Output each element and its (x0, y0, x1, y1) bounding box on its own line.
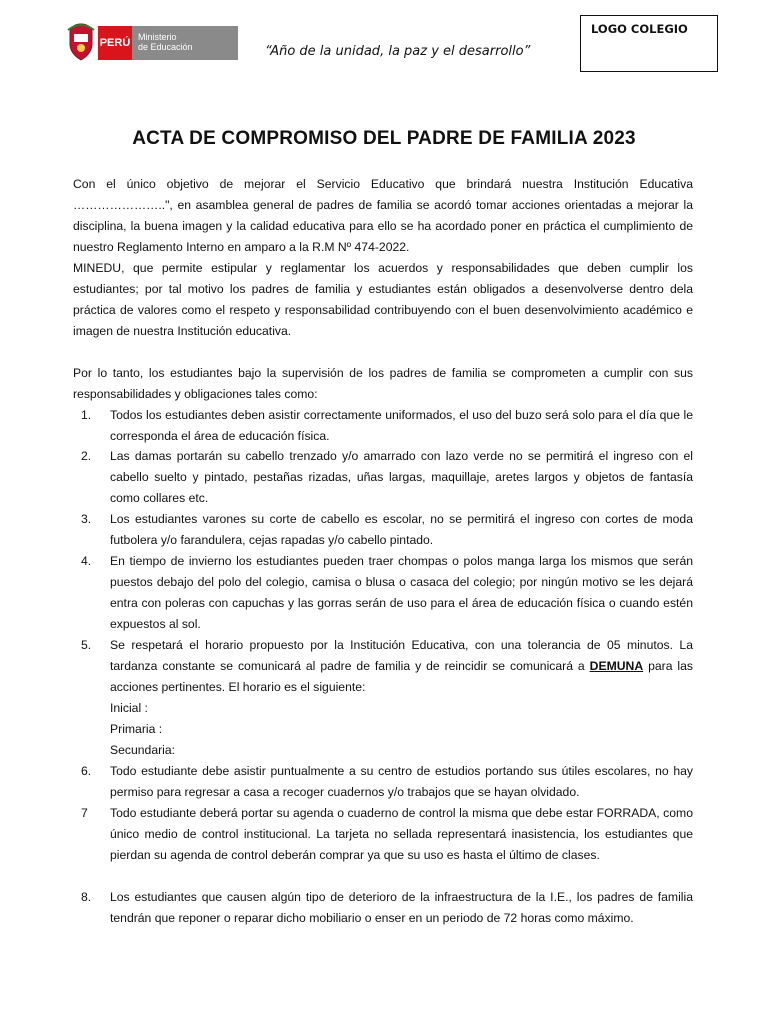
clause-number: 6. (81, 764, 92, 778)
clause-number: 3. (81, 512, 92, 526)
clause-text: Todo estudiante deberá portar su agenda o cuaderno de control la misma que debe estar FORRADA, como único medio de control institucional. La tarjeta no sellada representará inasistencia, los estudiantes que pierdan su agenda de control deberán comprar ya que su uso es hasta el último de clases. (110, 806, 693, 862)
clause-text: Todo estudiante debe asistir puntualmente a su centro de estudios portando sus útiles escolares, no hay permiso para regresar a casa a recoger cuadernos y/o trabajos que se hayan olvidado. (110, 764, 693, 799)
clause-number: 1. (81, 408, 92, 422)
document-title: ACTA DE COMPROMISO DEL PADRE DE FAMILIA 2023 (132, 128, 636, 149)
schedule-secundaria: Secundaria: (110, 743, 176, 757)
clause-text: En tiempo de invierno los estudiantes pueden traer chompas o polos manga larga los mismos que serán puestos debajo del polo del colegio, camisa o blusa o casaca del colegio; por ningún motivo se les dejará entra con poleras con capuchas y las gorras serán de uso para el área de educación física o cuando estén expuestos al sol. (110, 554, 693, 631)
clause-item (73, 551, 693, 635)
minedu-paragraph: MINEDU, que permite estipular y reglamentar los acuerdos y responsabilidades que deben cumplir los estudiantes; por tal motivo los padres de familia y estudiantes están obligados a desenvolverse dentro dela práctica de valores como el respeto y responsabilidad contribuyendo con el buen desenvolvimiento académico e imagen de nuestra Institución educativa. (73, 261, 693, 338)
lead-paragraph: Por lo tanto, los estudiantes bajo la supervisión de los padres de familia se comprometen a cumplir con sus responsabilidades y obligaciones tales como: (73, 366, 693, 401)
clause-text: Los estudiantes que causen algún tipo de deterioro de la infraestructura de la I.E., los padres de familia tendrán que reponer o reparar dicho mobiliario o enser en un periodo de 72 horas como máximo. (110, 890, 693, 925)
clause-text: Todos los estudiantes deben asistir correctamente uniformados, el uso del buzo será solo para el día que le corresponda el área de educación física. (110, 408, 693, 443)
clause-item (73, 887, 693, 929)
schedule-primaria: Primaria : (110, 722, 163, 736)
ministry-name (132, 26, 238, 60)
clause-item (73, 509, 693, 551)
ministry-line-1: Ministerio (138, 32, 177, 42)
clause-number: 5. (81, 638, 92, 652)
peru-badge: PERÚ (98, 26, 132, 60)
schedule-inicial: Inicial : (110, 701, 148, 715)
intro-block (73, 174, 693, 342)
coat-of-arms-icon (66, 22, 96, 62)
clause-item (73, 803, 693, 866)
clause-item (73, 635, 693, 761)
clause-item (73, 446, 693, 509)
demuna-highlight: DEMUNA (589, 659, 644, 673)
year-motto: “Año de la unidad, la paz y el desarrollo” (265, 44, 531, 59)
clause-number: 7 (81, 806, 88, 820)
ministry-line-2: de Educación (138, 42, 193, 52)
clause-text-after: para las acciones pertinentes. El horario es el siguiente: (110, 659, 694, 694)
clause-number: 4. (81, 554, 92, 568)
clause-item (73, 405, 693, 447)
clause-text-before: Se respetará el horario propuesto por la Institución Educativa, con una tolerancia de 05 minutos. La tardanza constante se comunicará al padre de familia y de reincidir se comunicará a (110, 638, 693, 673)
clause-text (110, 635, 693, 761)
school-logo-placeholder: LOGO COLEGIO (580, 15, 718, 72)
ministry-logo (62, 18, 238, 66)
intro-paragraph: Con el único objetivo de mejorar el Servicio Educativo que brindará nuestra Institución Educativa …………………..", en asamblea general de padres de familia se acordó tomar acciones orientadas a mejorar la disciplina, la buena imagen y la calidad educativa para ello se ha acordado poner en práctica el cumplimiento de nuestro Reglamento Interno en amparo a la R.M Nº 474-2022. (73, 177, 693, 254)
clause-number: 2. (81, 449, 92, 463)
clause-item (73, 761, 693, 803)
clause-text: Los estudiantes varones su corte de cabello es escolar, no se permitirá el ingreso con cortes de moda futbolera y/o farandulera, cejas rapadas y/o cabello pintado. (110, 512, 693, 547)
clause-text: Las damas portarán su cabello trenzado y/o amarrado con lazo verde no se permitirá el ingreso con el cabello suelto y pintado, pestañas rizadas, uñas largas, maquillaje, aretes largos y objetos de fantasía como collares etc. (110, 449, 693, 505)
clause-number: 8. (81, 890, 92, 904)
